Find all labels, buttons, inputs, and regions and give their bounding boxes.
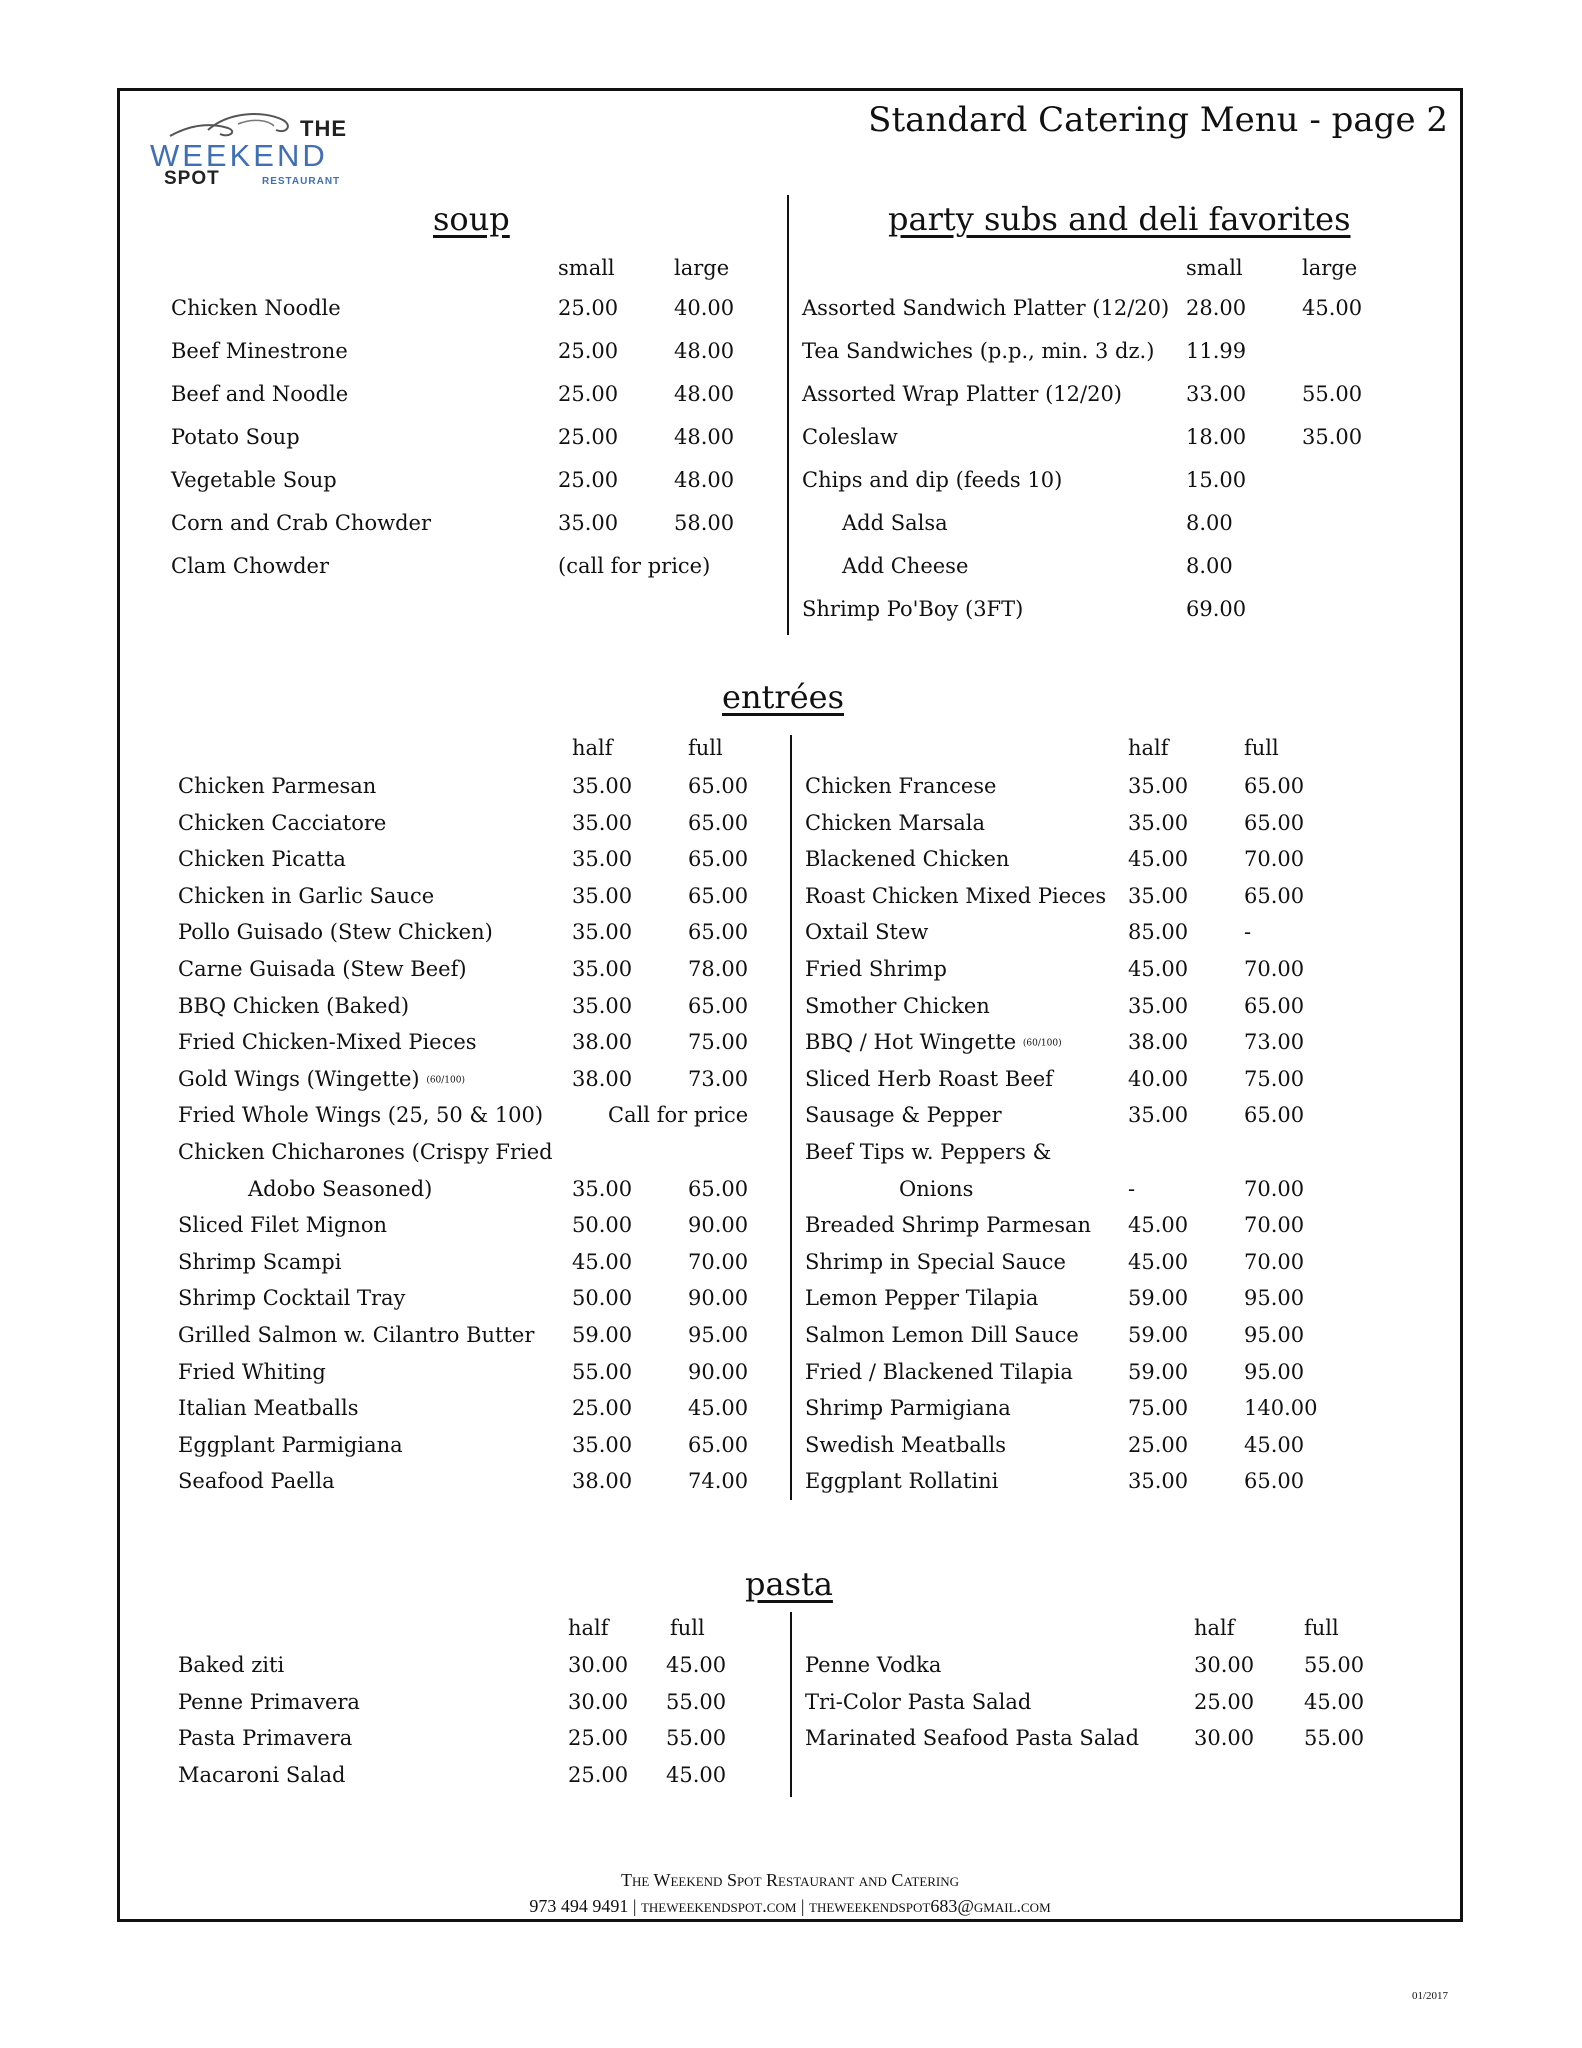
menu-item-label: Fried Whole Wings (25, 50 & 100) [178,1103,544,1128]
menu-item-label: Sliced Filet Mignon [178,1213,388,1238]
menu-item-label: Blackened Chicken [805,847,1010,872]
menu-item-label: Macaroni Salad [178,1762,346,1787]
menu-item-label: BBQ Chicken (Baked) [178,993,410,1018]
menu-item-label: Beef Tips w. Peppers & [805,1140,1052,1164]
menu-item-price-half: 35.00 [1128,1469,1189,1494]
menu-item-price-full: 65.00 [688,847,749,872]
menu-item-price-half: 38.00 [1128,1030,1189,1055]
menu-item-price-small: 8.00 [1186,511,1233,535]
menu-item-price-full: 65.00 [1244,774,1305,798]
menu-item-price-small: 15.00 [1186,468,1247,492]
entrees-divider [790,735,792,1500]
menu-item-name [842,511,948,535]
menu-item-price-full: 55.00 [1304,1653,1365,1677]
menu-item-label: Assorted Sandwich Platter (12/20) [802,296,1170,320]
menu-item-name [178,1433,403,1457]
menu-item-name [178,1360,326,1384]
menu-item-name [178,1726,352,1750]
menu-item-price-half: 35.00 [572,957,633,981]
menu-item-price-half: 45.00 [1128,847,1189,872]
menu-item-name [802,425,898,449]
menu-item-price-half: 25.00 [572,1396,633,1421]
menu-item-label: Coleslaw [802,425,898,449]
menu-item-price-full: 45.00 [688,1396,749,1421]
menu-item-price-half: 35.00 [1128,810,1189,835]
menu-item-name [842,554,968,578]
menu-item-name [178,1286,405,1310]
menu-item-name [805,1250,1066,1274]
menu-item-name [248,1177,432,1201]
menu-item-label: Fried Shrimp [805,957,947,981]
menu-item-name [805,1396,1011,1420]
menu-item-label: Marinated Seafood Pasta Salad [805,1726,1140,1751]
menu-item-label: Grilled Salmon w. Cilantro Butter [178,1323,535,1347]
menu-item-label: Chicken Marsala [805,810,986,835]
menu-item-name [178,1103,543,1127]
menu-item-price-half: 25.00 [1128,1432,1189,1457]
menu-item-price-half: 59.00 [1128,1286,1189,1311]
menu-item-price-full: 70.00 [688,1249,749,1274]
menu-item-price-full: 73.00 [1244,1030,1305,1055]
menu-item-name [178,774,376,798]
soup-col-large: large [674,256,730,280]
menu-item-name [805,1067,1053,1091]
menu-item-label: Onions [899,1176,974,1201]
menu-item-label: Penne Primavera [178,1689,360,1714]
menu-item-label: Shrimp Parmigiana [805,1396,1011,1421]
menu-item-label: Sliced Herb Roast Beef [805,1066,1053,1091]
menu-item-name [805,774,996,798]
menu-item-label: Pasta Primavera [178,1726,353,1751]
subs-col-small: small [1186,256,1243,280]
menu-item-label: Lemon Pepper Tilapia [805,1286,1039,1311]
footer-email-link[interactable]: theweekendspot683@gmail.com [809,1896,1051,1916]
menu-item-price-half: 45.00 [1128,1213,1189,1238]
menu-item-name [171,468,337,492]
menu-item-price-full: 73.00 [688,1066,749,1091]
menu-item-label: Baked ziti [178,1653,285,1677]
pasta-col-full-right: full [1304,1616,1339,1640]
menu-item-price-half: - [1128,1176,1136,1201]
menu-item-price-large: 48.00 [674,425,735,449]
menu-item-name [178,1469,335,1493]
menu-item-price-half: 35.00 [572,810,633,835]
entrees-col-half-left: half [572,736,613,760]
menu-item-price-large: 55.00 [1302,382,1363,406]
logo-the-text: THE [300,116,347,141]
menu-item-note: (60/100) [426,1075,465,1086]
menu-item-label: Tri-Color Pasta Salad [805,1689,1032,1714]
menu-item-price-full: 90.00 [688,1359,749,1384]
menu-item-price-full: 78.00 [688,957,749,981]
menu-item-price-full: 65.00 [688,774,749,798]
menu-item-name [805,1103,1002,1127]
menu-item-name [805,1690,1031,1714]
menu-item-price-full: 45.00 [666,1653,727,1677]
menu-item-price-half: 25.00 [1194,1689,1255,1714]
menu-item-price-half: 50.00 [572,1286,633,1311]
menu-item-name [802,296,1169,320]
menu-item-price-half: 38.00 [572,1030,633,1055]
menu-item-label: Chicken Chicharones (Crispy Fried [178,1140,553,1164]
menu-item-price-full: 65.00 [1244,1103,1305,1128]
menu-item-price-small: 25.00 [558,425,619,449]
menu-item-name [178,1323,534,1347]
menu-item-price-half: 59.00 [1128,1323,1189,1347]
footer-separator: | [800,1896,805,1916]
menu-item-price-full: 65.00 [688,810,749,835]
entrees-col-full-right: full [1244,736,1279,760]
menu-item-price-full: 65.00 [688,993,749,1018]
logo-swirl-icon [168,108,298,142]
menu-item-price-full: 90.00 [688,1286,749,1311]
menu-item-label: BBQ / Hot Wingette [805,1030,1017,1055]
menu-item-name [178,847,346,871]
menu-item-price-full: - [1244,920,1252,945]
menu-item-name [805,1213,1091,1237]
menu-item-label: Potato Soup [171,425,300,449]
menu-item-label: Chips and dip (feeds 10) [802,468,1063,492]
menu-item-name [171,296,341,320]
footer-separator: | [632,1896,637,1916]
logo-restaurant-text: RESTAURANT [262,176,341,187]
menu-item-label: Roast Chicken Mixed Pieces [805,883,1107,908]
menu-item-name [899,1177,973,1201]
menu-item-label: Chicken Noodle [171,296,341,320]
menu-item-name [178,884,434,908]
menu-item-name [805,994,990,1018]
menu-item-price-small: 28.00 [1186,296,1247,320]
menu-item-label: Vegetable Soup [171,468,337,492]
menu-item-label: Italian Meatballs [178,1396,359,1421]
menu-item-name [805,1726,1139,1750]
menu-item-name [802,597,1023,621]
menu-item-label: Shrimp Po'Boy (3FT) [802,597,1024,621]
menu-item-label: Fried Whiting [178,1359,326,1384]
revision-date: 01/2017 [1412,1990,1449,2002]
menu-item-price-small: 25.00 [558,339,619,363]
menu-item-price-small: 25.00 [558,468,619,492]
menu-item-price-small: 69.00 [1186,597,1247,621]
menu-item-price-large: 48.00 [674,339,735,363]
menu-item-price-full: 70.00 [1244,957,1305,981]
menu-item-price-half: 35.00 [1128,1103,1189,1128]
menu-item-price-half: 40.00 [1128,1066,1189,1091]
restaurant-logo [150,108,390,190]
menu-item-name [171,382,348,406]
menu-item-price-half: 50.00 [572,1213,633,1238]
menu-item-label: Penne Vodka [805,1653,942,1677]
footer-website-link[interactable]: theweekendspot.com [640,1896,797,1916]
menu-item-price-full: 75.00 [1244,1066,1305,1091]
menu-item-price-full: 65.00 [1244,993,1305,1018]
menu-item-name [805,1360,1073,1384]
menu-item-label: Chicken Francese [805,774,997,798]
menu-item-price-half: 55.00 [572,1359,633,1384]
logo-weekend-text: WEEKEND [150,138,328,173]
entrees-title: entrées [722,678,844,716]
menu-item-price-full: 65.00 [688,1432,749,1457]
menu-item-name [178,1690,360,1714]
menu-item-label: Beef Minestrone [171,339,348,363]
menu-item-price-note: (call for price) [558,554,711,578]
menu-item-label: Seafood Paella [178,1469,335,1494]
entrees-col-full-left: full [688,736,723,760]
menu-item-name [802,468,1062,492]
menu-item-label: Tea Sandwiches (p.p., min. 3 dz.) [802,339,1155,363]
pasta-col-full-left: full [670,1616,705,1640]
pasta-divider [790,1612,792,1797]
menu-item-price-half: 25.00 [568,1726,629,1751]
menu-item-price-small: 8.00 [1186,554,1233,578]
menu-item-name [178,1653,284,1677]
menu-item-price-half: 30.00 [568,1653,629,1677]
menu-item-price-full: 65.00 [1244,883,1305,908]
menu-item-label: Chicken Cacciatore [178,810,387,835]
menu-item-label: Carne Guisada (Stew Beef) [178,957,467,981]
menu-item-price-half: 38.00 [572,1066,633,1091]
menu-item-label: Eggplant Parmigiana [178,1432,403,1457]
menu-item-name [805,957,947,981]
menu-item-label: Corn and Crab Chowder [171,511,431,535]
soup-col-small: small [558,256,615,280]
menu-item-label: Swedish Meatballs [805,1432,1006,1457]
menu-item-price-large: 35.00 [1302,425,1363,449]
entrees-col-half-right: half [1128,736,1169,760]
menu-item-price-large: 48.00 [674,468,735,492]
subs-col-large: large [1302,256,1358,280]
menu-item-price-full: 90.00 [688,1213,749,1238]
menu-item-price-full: 45.00 [666,1762,727,1787]
menu-item-name [178,994,409,1018]
menu-item-name [805,884,1106,908]
footer-phone: 973 494 9491 [529,1896,629,1916]
menu-item-price-small: 11.99 [1186,339,1247,363]
menu-item-price-half: 45.00 [572,1249,633,1274]
menu-item-label: Oxtail Stew [805,920,929,945]
menu-item-price-small: 35.00 [558,511,619,535]
menu-item-price-full: 70.00 [1244,847,1305,872]
menu-item-price-full: 55.00 [666,1689,727,1714]
menu-item-price-full: 55.00 [1304,1726,1365,1751]
menu-item-name [178,1763,346,1787]
menu-item-name [178,811,386,835]
menu-item-price-half: 35.00 [1128,993,1189,1018]
menu-item-price-full: 74.00 [688,1469,749,1494]
menu-item-price-full: 95.00 [688,1323,749,1347]
menu-item-name: Clam Chowder [171,554,330,578]
menu-item-name [178,1030,477,1054]
menu-item-price-half: 45.00 [1128,957,1189,981]
menu-item-name [805,811,985,835]
pasta-title: pasta [745,1565,833,1603]
menu-item-price-full: 65.00 [1244,810,1305,835]
menu-item-name [178,1396,358,1420]
menu-item-label: Add Cheese [842,554,969,578]
menu-item-label: Adobo Seasoned) [248,1176,433,1201]
menu-item-price-full: 70.00 [1244,1249,1305,1274]
menu-item-price-small: 25.00 [558,382,619,406]
menu-item-name [178,1140,553,1164]
menu-item-price-half: 35.00 [572,1432,633,1457]
menu-item-note: (60/100) [1022,1038,1062,1049]
menu-item-label: Add Salsa [842,511,948,535]
menu-item-price-half: 35.00 [572,920,633,945]
menu-item-price-full: 65.00 [688,883,749,908]
menu-item-price-large: 58.00 [674,511,735,535]
menu-item-name [178,957,467,981]
menu-item-name [805,1140,1051,1164]
menu-item-price-small: 25.00 [558,296,619,320]
footer-contact-line [117,1896,1463,1917]
menu-item-price-half: 35.00 [572,847,633,872]
menu-item-price-half: 59.00 [572,1323,633,1347]
menu-item-price-half: 30.00 [568,1689,629,1714]
menu-item-price-small: 18.00 [1186,425,1247,449]
menu-item-price-large: 40.00 [674,296,735,320]
pasta-col-half-left: half [568,1616,609,1640]
menu-item-price-full: 70.00 [1244,1176,1305,1201]
menu-item-name [805,1323,1079,1347]
menu-item-label: Shrimp Scampi [178,1249,342,1274]
menu-item-price-half: 59.00 [1128,1359,1189,1384]
menu-item-price-half: 35.00 [1128,883,1189,908]
logo-spot-text: SPOT [164,168,220,189]
menu-item-label: Pollo Guisado (Stew Chicken) [178,920,493,945]
soup-divider [787,195,789,635]
menu-item-label: Shrimp in Special Sauce [805,1249,1066,1274]
soup-title: soup [433,200,510,238]
subs-title: party subs and deli favorites [888,200,1351,238]
menu-item-price-half: 85.00 [1128,920,1189,945]
menu-item-label: Beef and Noodle [171,382,349,406]
menu-item-name [171,511,431,535]
menu-item-name [805,1286,1038,1310]
menu-item-label: Sausage & Pepper [805,1103,1002,1128]
menu-item-price-full: 95.00 [1244,1286,1305,1311]
menu-item-price-small: 33.00 [1186,382,1247,406]
menu-item-name [178,1067,465,1091]
menu-item-price-full: 65.00 [688,920,749,945]
menu-item-label: Gold Wings (Wingette) [178,1066,420,1091]
menu-item-price-half: 25.00 [568,1762,629,1787]
menu-item-name [171,339,348,363]
menu-item-name [805,1653,941,1677]
menu-item-label: Assorted Wrap Platter (12/20) [802,382,1122,406]
menu-item-price-note: Call for price [608,1103,749,1128]
menu-item-label: Shrimp Cocktail Tray [178,1286,406,1311]
menu-item-price-full: 65.00 [688,1176,749,1201]
menu-item-name [805,920,928,944]
menu-item-name [805,1433,1006,1457]
menu-item-price-full: 70.00 [1244,1213,1305,1238]
menu-item-price-full: 75.00 [688,1030,749,1055]
menu-item-label: Eggplant Rollatini [805,1469,999,1494]
menu-item-price-half: 30.00 [1194,1653,1255,1677]
menu-item-price-full: 95.00 [1244,1359,1305,1384]
menu-item-price-half: 45.00 [1128,1249,1189,1274]
menu-item-price-half: 30.00 [1194,1726,1255,1751]
menu-item-label: Chicken in Garlic Sauce [178,883,435,908]
menu-item-price-full: 95.00 [1244,1323,1305,1347]
menu-item-price-half: 35.00 [572,774,633,798]
footer-business-name: The Weekend Spot Restaurant and Catering [620,1870,960,1890]
menu-item-price-full: 45.00 [1244,1432,1305,1457]
menu-item-name [178,920,493,944]
menu-item-price-half: 35.00 [572,993,633,1018]
page-title: Standard Catering Menu - page 2 [868,100,1448,140]
menu-item-name [171,425,300,449]
menu-item-label: Chicken Picatta [178,847,346,872]
menu-item-price-full: 45.00 [1304,1689,1365,1714]
menu-item-label: Breaded Shrimp Parmesan [805,1213,1092,1238]
menu-item-label: Fried / Blackened Tilapia [805,1359,1073,1384]
menu-item-price-half: 75.00 [1128,1396,1189,1421]
menu-item-price-half: 38.00 [572,1469,633,1494]
menu-item-label: Fried Chicken-Mixed Pieces [178,1030,477,1055]
menu-item-name [178,1250,341,1274]
menu-item-price-large: 45.00 [1302,296,1363,320]
menu-item-label: Chicken Parmesan [178,774,377,798]
menu-item-price-full: 55.00 [666,1726,727,1751]
menu-item-name [805,847,1009,871]
menu-item-price-half: 35.00 [572,883,633,908]
menu-item-label: Salmon Lemon Dill Sauce [805,1323,1079,1347]
menu-item-price-large: 48.00 [674,382,735,406]
menu-item-name [805,1469,998,1493]
menu-item-price-half: 35.00 [1128,774,1189,798]
menu-item-label: Smother Chicken [805,993,990,1018]
menu-item-name [178,1213,387,1237]
menu-item-name [802,382,1122,406]
menu-item-name [802,339,1154,363]
menu-item-price-half: 35.00 [572,1176,633,1201]
menu-item-price-full: 65.00 [1244,1469,1305,1494]
pasta-col-half-right: half [1194,1616,1235,1640]
menu-item-price-full: 140.00 [1244,1396,1318,1421]
menu-item-name [805,1030,1062,1054]
